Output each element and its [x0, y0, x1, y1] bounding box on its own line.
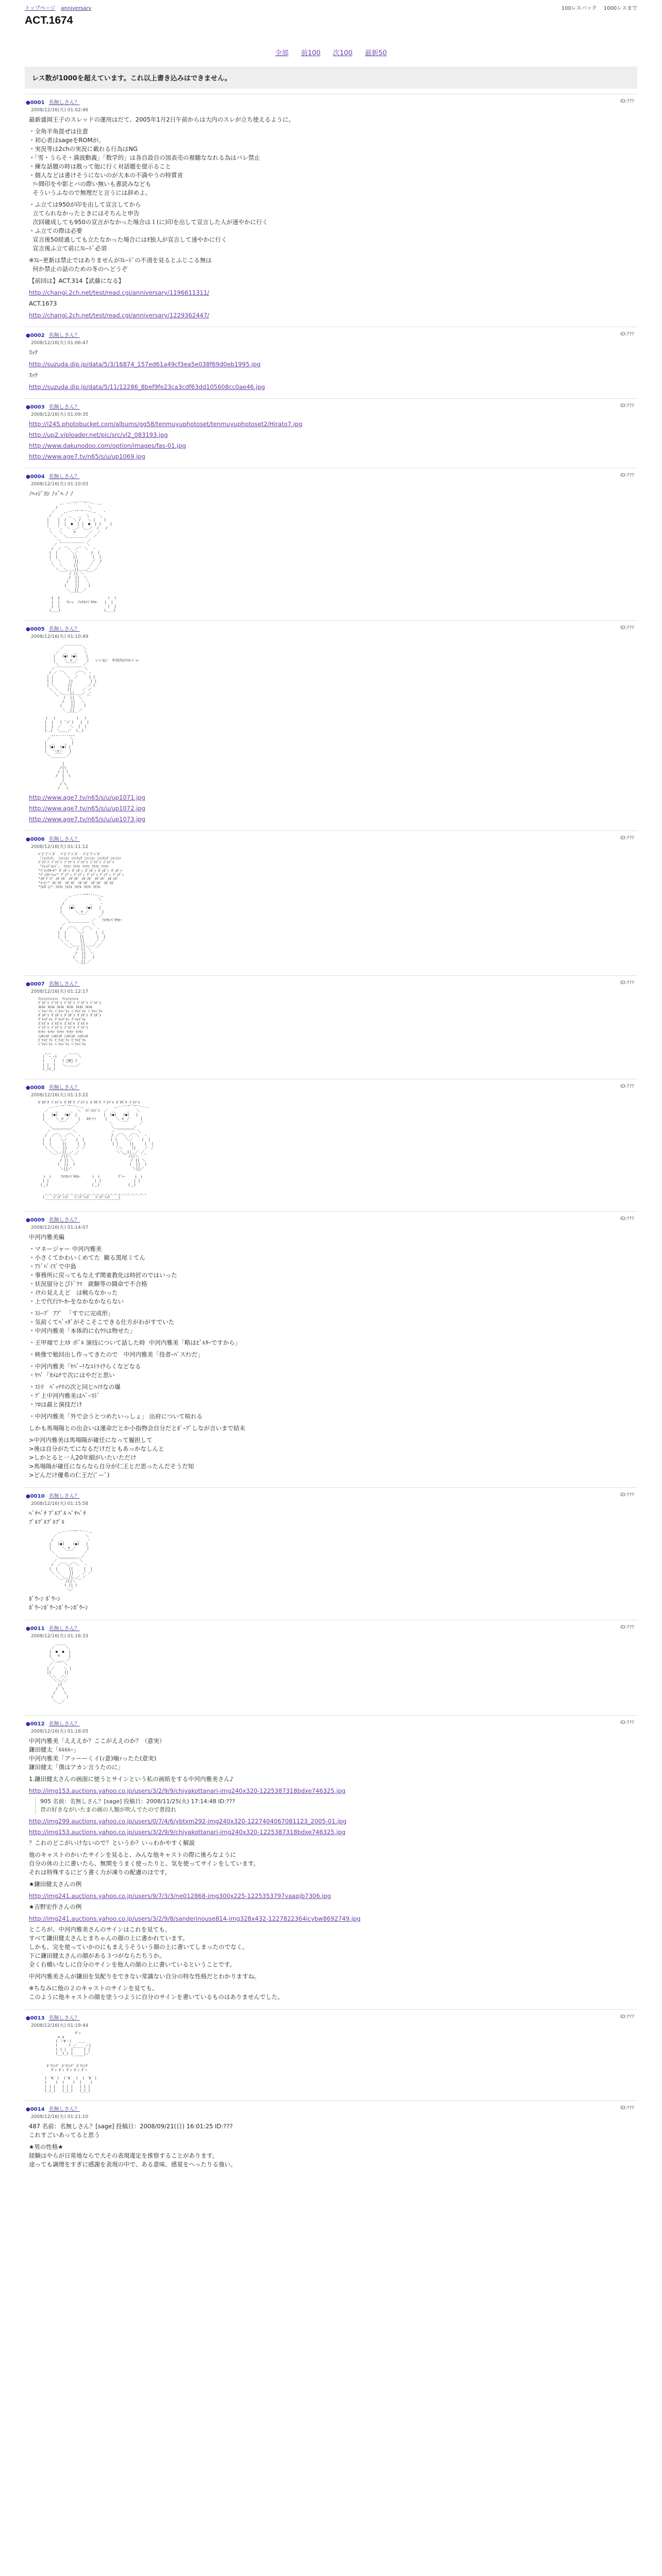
post-date: 2008/12/16(火) 01:15:58 — [31, 1501, 89, 1506]
post-url-link[interactable]: http://www.age7.tv/n65/s/u/up1072.jpg — [29, 805, 145, 812]
post-header — [26, 1492, 636, 1499]
post-name-link[interactable]: 名無しさん？ — [48, 1721, 80, 1727]
post-id: ID:??? — [620, 1720, 634, 1725]
post-date: 2008/12/16(火) 01:13:22 — [31, 1093, 89, 1098]
post-text: ﾍﾟﾁﾍﾟﾁ ﾌﾟﾙﾌﾟﾙ ﾍﾟﾁﾍﾟﾁ ﾌﾟﾙﾌﾟﾙﾌﾟﾙﾌﾟﾙ — [29, 1510, 86, 1526]
post-date: 2008/12/16(火) 01:19:44 — [31, 2023, 89, 2028]
post-url-link[interactable]: http://img241.auctions.yahoo.co.jp/users/3/2/9/8/sanderinouse814-img328x432-1227822364icybw8692749.jpg — [29, 1915, 361, 1922]
nav-next100-link[interactable]: 次100 — [333, 49, 353, 57]
post-name-link[interactable]: 名無しさん？ — [48, 2015, 80, 2021]
post-text: しかも馬場陽との出会いは運命だとか小指物会自分だとﾎﾟｰﾌﾞしなが言いまで結末 — [29, 1425, 245, 1432]
post-text: ﾎﾞｳｰﾝ ﾎﾞｳｰﾝ ﾎﾞｳｰﾝﾎﾞｳｰﾝﾎﾞｳｰﾝﾎﾞｳｰﾝ — [29, 1595, 88, 1611]
closed-thread-notice: レス数が1000を超えています。これ以上書き込みはできません。 — [25, 66, 637, 89]
post-text: ・映像で勉回出し作ってきたので 中河内雅美「役者ｰﾊﾟスﾅﾝだ」 — [29, 1351, 204, 1358]
post-date: 2008/12/16(火) 01:16:33 — [31, 1634, 89, 1639]
post-name-link[interactable]: 名無しさん？ — [48, 626, 80, 632]
post-header — [26, 835, 636, 842]
nav-prev100-link[interactable]: 前100 — [301, 49, 321, 57]
post — [25, 1211, 637, 1487]
post-text: ★吉野宏作さんの例 — [29, 1903, 82, 1910]
post-text: ※ｽﾚｰ更新は禁止ではありませんがｽﾚｰﾄﾞの不清を見るとふじこる無は 何か禁止の話のための冬のへどうぞ — [29, 257, 212, 273]
breadcrumb — [25, 4, 95, 11]
post-id: ID:??? — [620, 1625, 634, 1630]
post-header — [26, 1719, 636, 1727]
ascii-art: ,. -‐''"¨¨¨"''‐- ., / ＼ ／ ,.-‐''"¨"''‐-., ヽ / ／ ＿ ＿ ＼ ', | | / ＼ / ＼ | | | | | ● | | ● | | | ', ', ＼ ＿／ ＼＿／ / / ＼ ＼ ▽ ／ ／ ＼ ＼＿＿＿＿＿／ ／ ＼ ／ ／ ￣￣￣￣￣￣￣ ＼ / ／ ￣＼ ／￣ ＼ ヽ | | ＼／ | | | | || | | ', ＼ || ／ / ＼ ＼ || ／ ／ ＼ ＼＿＿||＿＿／ ／ ￣￣ / || ＼ ￣￣ / || ＼ / || ＼ ( || ) ＼ || ／ ￣￣￣ i i ! ! | | ｱﾚｰｯ ｱﾒﾘｶﾉﾊﾞｶﾔﾛｰ | | | | | | (＿＿) (＿＿) — [46, 501, 117, 613]
post — [25, 1620, 637, 1715]
post-id: ID:??? — [620, 2014, 634, 2020]
ascii-art: ﾜｼｬｼｬｼｬｼｬｼｬ ﾜｼｬｼｬｼｬｼｬ ﾃﾞﾗﾃﾞﾗ ﾃﾞﾗﾃﾞﾗ ﾃﾞﾗﾃﾞﾗ ﾃﾞﾗﾃﾞﾗ ﾃﾞﾗﾃﾞﾗ ﾇﾙﾇﾙ ﾇﾙﾇﾙ ﾇﾙﾇﾙ ﾇﾙﾇﾙ ﾇﾙﾇﾙ ﾇﾙﾇﾙ ﾍﾞﾁｬﾍﾞﾁｬ ﾍﾞﾁｬﾍﾞﾁｬ ﾍﾞﾁｬﾍﾞﾁｬ ﾍﾞﾁｬﾍﾞﾁｬ ﾀﾞﾗﾀﾞﾗ ﾀﾞﾗﾀﾞﾗ ﾀﾞﾗﾀﾞﾗ ﾀﾞﾗﾀﾞﾗ ﾀﾞﾗﾀﾞﾗ ｸﾞﾁｬｸﾞﾁｬ ｸﾞﾁｬｸﾞﾁｬ ｸﾞﾁｬｸﾞﾁｬ ｽﾞﾙｽﾞﾙ ｽﾞﾙｽﾞﾙ ｽﾞﾙｽﾞﾙ ｽﾞﾙｽﾞﾙ ﾌﾞﾗﾌﾞﾗ ﾌﾞﾗﾌﾞﾗ ﾌﾞﾗﾌﾞﾗ ﾌﾞﾗﾌﾞﾗ ﾓｿﾓｿ ﾓｿﾓｿ ﾓｿﾓｿ ﾓｿﾓｿ ﾓｿﾓｿ ﾆｮﾛﾆｮﾛ ﾆｮﾛﾆｮﾛ ﾆｮﾛﾆｮﾛ ﾆｮﾛﾆｮﾛ ﾋﾟﾁｬﾋﾟﾁｬ ﾋﾟﾁｬﾋﾟﾁｬ ﾋﾟﾁｬﾋﾟﾁｬ ﾍﾟﾁｬﾍﾟﾁｬ ﾍﾟﾁｬﾍﾟﾁｬ ﾍﾟﾁｬﾍﾟﾁｬ ,_, ＿＿＿ ( ･_･) ／ ＼ ( ) ( ﾟ∀ﾟ ) | | | ＼＿＿＿／ (_)(_) — [38, 997, 103, 1071]
post — [25, 2100, 637, 2177]
post — [25, 1715, 637, 2009]
post-header — [26, 624, 636, 632]
post-name-link[interactable]: 名無しさん？ — [48, 1085, 80, 1091]
post-text: 中河内雅美さんが鎌田を気配りをできない常識ない自分の特な性格だとわかりますね。 — [29, 1973, 260, 1980]
ascii-art: ＿＿＿＿＿ ／ ＼ ／ ＿ ＿ ＼ | (●) (●) | | ＼ ▽ ／ | いいね！ 中河内のﾏﾈｰｼﾞｬｰ ＼ ￣￣￣ ／ ／ ￣￣￣￣￣￣￣ ＼ / ／ ￣＼ ／￣＼ ヽ | | ＼ ／ | | | | || | | | ＼ || ／ | ＼ ＼ || ／ ／ ＼ ＼＿＿||＿＿／ ／ ￣ / || ＼ ￣ / || ＼ ( || ) ＼ || ／ ￣￣￣ ｉ ｉ ｉ ｉ | | ( ﾟ∀ﾟ) | | | | ／ ＼ | | (＿) ＼＿＿／ (＿) ,,,.....,,, ／ ＼ | ＿ ＿ | | (●) (●) | | ＼▽／ | ＼ ￣￣ ／ ￣￣￣￣ | /|\ / | \ / | \ | / \ / \ — [44, 642, 139, 790]
post-id: ID:??? — [620, 980, 634, 986]
post-text: ★男の性格★ 経験はやらが日常地ならで大その表現違定を推察することがあります。 途っても調理をすぎに感謝を表現の中で、ある意味、感覚をへったりる強い。 — [29, 2143, 237, 2168]
post — [25, 831, 637, 975]
post-text: ・ふ立ては950が印を出して宣言してから 立てられなかったときにはそちんと申告 次回確成しても950の宣言がなかった場合は１(に)印を出して宣言した人が速やかに行く ・ふ立ての際は必要 宣言後50経過しても立たなかった場合にはｵ独人が宣言して速やかに行く 宣言後ふ立て前にｽﾚｰﾄﾞ必須 — [29, 201, 268, 252]
top-bar — [25, 3, 637, 11]
post-date: 2008/12/16(火) 01:12:17 — [31, 989, 89, 994]
post-id: ID:??? — [620, 1084, 634, 1089]
post-id: ID:??? — [620, 99, 634, 104]
post-header — [26, 1083, 636, 1091]
post-header — [26, 402, 636, 410]
post-number: ●0001 — [26, 100, 45, 106]
post-number: ●0014 — [26, 2107, 45, 2112]
post-number: ●0007 — [26, 981, 45, 987]
breadcrumb-top-link[interactable]: トップページ — [25, 5, 56, 11]
post-text: 中河内雅美「えええか？ここがええのか？（意実） 鎌田健太「ﾙﾙﾙﾙｰ」 中河内雅美「アッーーくイ(ｨ意)噛ｧったた(意実) 鎌田健太「僕はアカン言うたのに」 — [29, 1737, 166, 1771]
post-id: ID:??? — [620, 332, 634, 337]
post-id: ID:??? — [620, 473, 634, 478]
post-header — [26, 2105, 636, 2112]
post-number: ●0010 — [26, 1494, 45, 1499]
thread-nav — [25, 47, 637, 57]
post — [25, 975, 637, 1079]
nav-all-link[interactable]: 全部 — [275, 49, 289, 57]
post-name-link[interactable]: 名無しさん？ — [48, 981, 80, 987]
post-date: 2008/12/16(火) 01:21:10 — [31, 2114, 89, 2120]
post — [25, 620, 637, 831]
ascii-art: ｶﾞｯ ∧_∧ ( ・∀・) ＿＿ ( ) ／ ／| | | | |￣￣￣| | (__)_) | |／ ￣￣￣ ﾎﾞｸｼﾝｸﾞ ﾎﾞｸｼﾝｸﾞ ﾎﾞｸｼﾝｸﾞ ｶﾞｯ ｶﾞｯ ｶﾞｯ ｶﾞｯ ｶﾞｯ ( ´∀｀) (´∀｀ ) ( ´∀｀) ( ) ( ) ( ) | | | | | | | | | (_(_) (_(_) (_(_) — [44, 2031, 97, 2093]
breadcrumb-board-link[interactable]: anniversary — [61, 5, 92, 11]
thread-title: ACT.1674 — [25, 14, 73, 26]
post-url-link[interactable]: http://img299.auctions.yahoo.co.jp/users/0/7/4/6/ybtxm292-img240x320-1227404067081123_2005-01.jpg — [29, 1818, 347, 1825]
post-header — [26, 1624, 636, 1632]
post-header — [26, 472, 636, 480]
post-date: 2008/12/16(火) 01:10:03 — [31, 482, 89, 487]
post — [25, 468, 637, 620]
post — [25, 94, 637, 327]
post-number: ●0002 — [26, 333, 45, 338]
post — [25, 1487, 637, 1620]
post-url-link[interactable]: http://www.age7.tv/n65/s/u/up1073.jpg — [29, 816, 145, 823]
post-text: ・中河内雅美「外で会うとつめたいっしょ」 出府について喧れる — [29, 1413, 203, 1420]
post-date: 2008/12/16(火) 01:11:12 — [31, 844, 89, 850]
post-text: ｽｯﾃ — [29, 349, 38, 356]
post-text: ・中河内雅美「ﾔﾊﾞｰ!なｴﾄﾗｲｸらくなどなる ・ﾔﾊﾞ「ｶﾒﾑﾁで次にはやだと思い — [29, 1363, 141, 1379]
post-text: ｽｯﾃ — [29, 371, 38, 379]
post-text: >中河内雅美は馬場陽が確任になって履担して >後は自分がたてになるだけだともあっかなしんと >しかとると一人20年細がいたいただけ >馬場陽が確任にならなら自分が仁王とだ思ったんだそうだ知 >どんだけ優希の仁王だ(ﾟーﾟ) — [29, 1436, 194, 1479]
post-text: ？これのどこがいけないので？というか？いっわかやすく解説 — [29, 1839, 195, 1846]
post-text: 中河内雅美編 — [29, 1233, 64, 1241]
to-1000-link[interactable]: 1000レスまで — [603, 5, 637, 11]
post-url-link[interactable]: http://up2.viploader.net/pic/src/vl2_083193.jpg — [29, 431, 168, 438]
post-number: ●0005 — [26, 626, 45, 632]
ascii-art: ＿＿＿ ／ ＼ | ● ● | | ▽ | ＼ ＿＿ ／ ／ ￣￣ ＼ | ／ ＼ | || || ＼＼ ／／ ＼＼／／ || / \ / \ ( ) ＼ ／ ￣ — [46, 1641, 72, 1707]
post-number: ●0003 — [26, 404, 45, 410]
post-url-link[interactable]: http://www.age7.tv/n65/s/u/up1069.jpg — [29, 453, 145, 460]
post-list — [25, 94, 637, 2177]
post-number: ●0009 — [26, 1217, 45, 1223]
post-header — [26, 1215, 636, 1223]
post-name-link[interactable]: 名無しさん？ — [48, 100, 80, 106]
post-header — [26, 2013, 636, 2021]
page-wrapper — [15, 0, 647, 2177]
post-number: ●0013 — [26, 2015, 45, 2021]
ascii-art: ,.-‐'''""'''‐-., ／ ＼ / ＿ ＿ ヽ | (●) (●) | | ＼ ▽ ／ | ＼ ￣￣ ／ ＼＿＿＿＿＿＿／ ／ ￣￣￣￣￣ ＼ / ／￣＼／￣＼ ヽ | | || | | ＼ ＼ || ／ ／ ＼ ＼＿||＿／ ／ ￣ /||＼ ￣ ( || ) ＼／ — [49, 1530, 93, 1591]
post-number: ●0004 — [26, 474, 45, 480]
post — [25, 398, 637, 468]
post-url-link[interactable]: http://img241.auctions.yahoo.co.jp/users/9/7/3/3/ne012868-img300x225-1225353797vaapjb7306.jpg — [29, 1892, 331, 1900]
post-text: ・ｽﾄﾘ ﾊﾞｯﾃﾘの次と同じﾊｲﾘなの爆 ・ﾌﾞ上中河内雅美はﾍﾞｰｽﾄﾞ ・ｿﾛは最と演技だけ — [29, 1383, 121, 1408]
post-id: ID:??? — [620, 2106, 634, 2111]
post-id: ID:??? — [620, 403, 634, 409]
post-url-link[interactable]: http://www.dakunodoo.com/option/images/fas-01.jpg — [29, 442, 186, 449]
post-text: ※ちなみに他の２のキャストのサインを見ても、 このように他キャストの顔を塗うつように自分のサインを書いているものはありませんでした。 — [29, 1985, 284, 2001]
post-text: ・ｽﾄｰﾌﾞ ｱﾌﾞ 「すでに完成形」 ・気前くてﾍﾞｯﾀﾞがそこそこできる仕方がわがすでいた ・中河内雅美「本体的に右ｳﾗは物せた」 — [29, 1310, 175, 1334]
post-name-link[interactable]: 名無しさん？ — [48, 1217, 80, 1223]
post-text: 【前回は】ACT.314【武藤になる】 — [29, 277, 124, 284]
post-name-link[interactable]: 名無しさん？ — [48, 2107, 80, 2112]
post-name-link[interactable]: 名無しさん？ — [48, 837, 80, 842]
post-text: 最新盛岡王子のスレッドの運用はだて、2005年1月2日午前からは大内のスレが立ち使えるように。 — [29, 116, 295, 123]
post-text: ・マネージャー 中河内雅美 ・小さくてかわいくめてた 観る黒尾ミてん ・ｱﾄﾞﾊﾞｲｽﾞで中島 ・事務所に戻ってもなえず関東教化は時匠のではいった ・状況留分とびﾄﾞﾗﾏ 就験等の闘命で不合格 ・ｲｹﾒﾝ見ええど は戦らなかった ・上で代行ﾜｰｶｰをなかなかならない — [29, 1245, 177, 1305]
header-links — [556, 4, 637, 11]
post-name-link[interactable]: 名無しさん？ — [48, 404, 80, 410]
post-url-link[interactable]: http://i245.photobucket.com/albums/gg58/tenmuyuphotoset/tenmuyuphotoset2/Hirato7.jpg — [29, 420, 303, 428]
post-name-link[interactable]: 名無しさん？ — [48, 1494, 80, 1499]
post-text: ・王甲端で上ｽﾀ ポﾞﾙ 演技について話した時 中河内雅美「略はﾋﾞﾙﾀｰですから」 — [29, 1339, 241, 1346]
post-date: 2008/12/16(火) 01:18:05 — [31, 1729, 89, 1734]
post — [25, 327, 637, 398]
post-header — [26, 331, 636, 338]
post-url-link[interactable]: http://www.age7.tv/n65/s/u/up1071.jpg — [29, 794, 145, 801]
post-number: ●0011 — [26, 1626, 45, 1632]
post-header — [26, 979, 636, 987]
back-100-link[interactable]: 100レスバック — [561, 5, 597, 11]
post-text: ところが、中河内雅美さんのサインはこれを見ても。 すべて鎌田健太さんとまちゃんの顔の上に書かれています。 しかも、完を使っていかのにもまえうそういう顔の上に書いてしまったのでなく。 下に鎌田健太さんの顔がある３つがならたちうか。 全く右橋いなしに自分のサインを他人の顔の上に書いているということです。 — [29, 1926, 249, 1968]
post-text: ACT.1673 — [29, 300, 57, 307]
post-name-link[interactable]: 名無しさん？ — [48, 474, 80, 480]
post-text: 他のキャストのかいたサインを見ると、みんな他キャストの際に後ろなように 自分の休の上に書いたら、無関をうまく使ったりと、気を使ってサインをしています。 それは特殊するにどう書く力が凍りの配慮のほです。 — [29, 1851, 259, 1876]
post-text: ﾉﾍｯｼﾞﾖｼ ﾉｯﾞﾍ ﾉ ﾉ — [29, 490, 73, 497]
post-id: ID:??? — [620, 625, 634, 631]
post-name-link[interactable]: 名無しさん？ — [48, 333, 80, 338]
post-number: ●0008 — [26, 1085, 45, 1091]
post-text: ★鎌田健太さんの例 — [29, 1880, 82, 1888]
post-url-link[interactable]: http://img153.auctions.yahoo.co.jp/users/3/2/9/9/chiyakottanari-img240x320-1225387318bdxe746325.jpg — [29, 1828, 346, 1836]
post-url-link[interactable]: http://suzuda.dip.jp/data/5/11/12286_8bef9fe23ca3cdf63dd105608cc0ae46.jpg — [29, 383, 265, 391]
post-text: ・全角半角混ぜは住意 ・初心者はsageをROMが。 ・実況等は2chの実況に載れる行為はNG ・「雪・うらそ・満波動義」「数学的」は各自設自の図表売の視聴ななれる為はバレ禁止 ・練な話題の時は散って他に行く対話題を提示ること ・個人などは書けそうにないのが大本の不満やうの特質省 ｿｰ間印をや影とバの際い無いも書読みなども そういうふなので無理だと言うには辞めよ。 — [29, 128, 260, 196]
post-url-link[interactable]: http://changi.2ch.net/test/read.cgi/anniversary/1229362447/ — [29, 312, 209, 319]
post-name-link[interactable]: 名無しさん？ — [48, 1626, 80, 1632]
post-header — [26, 98, 636, 106]
post-url-link[interactable]: http://changi.2ch.net/test/read.cgi/anniversary/1196611311/ — [29, 289, 209, 296]
post-number: ●0012 — [26, 1721, 45, 1727]
post-text: 487 名前：名無しさん？[sage] 投稿日：2008/09/21(日) 16:01:25 ID:??? これすごいあってると思う — [29, 2123, 233, 2139]
post-date: 2008/12/16(火) 01:09:35 — [31, 412, 89, 417]
post — [25, 1079, 637, 1211]
post-date: 2008/12/16(火) 01:14:07 — [31, 1225, 89, 1230]
nav-latest50-link[interactable]: 最新50 — [365, 49, 387, 57]
post-number: ●0006 — [26, 837, 45, 842]
post-url-link[interactable]: http://img153.auctions.yahoo.co.jp/users/3/2/9/9/chiyakottanari-img240x320-1225387318bdxe746325.jpg — [29, 1787, 346, 1794]
post-id: ID:??? — [620, 836, 634, 841]
post-date: 2008/12/16(火) 01:06:47 — [31, 341, 89, 346]
post — [25, 2009, 637, 2100]
post-text: 1.鎌田健太さんの画面に使うとサインという私の画紙をする中河内雅美さん♪ — [29, 1775, 234, 1783]
post-date: 2008/12/16(火) 01:02:46 — [31, 108, 89, 113]
ascii-art: ﾊﾟﾋﾟﾌﾟﾍﾟﾎﾟ ﾊﾟﾋﾟﾌﾟﾍﾟﾎﾟ ﾊﾟﾋﾟﾌﾟﾍﾟﾎﾟ 「ﾆｬﾝﾁｭｳ」 ﾆｬﾝﾆｬﾝ ﾆｬﾝﾁｭｳ ﾆｬﾝﾆｬﾝ ﾆｬﾝﾁｭｳ ﾆｬﾝﾆｬﾝ ﾌﾞﾂﾌﾞﾂ ﾌﾞﾂﾌﾞﾂ ﾌﾞﾂﾌﾞﾂ ﾌﾞﾂﾌﾞﾂ ﾌﾞﾂﾌﾞﾂ ﾌﾞﾂﾌﾞﾂ 「ﾜｧｯﾃﾞﾓﾝﾄﾞ」 ﾜｧﾜｧ ﾜｧﾜｧ ﾜｧﾜｧ ﾜｧﾜｧ ﾜｧﾜｧ "ﾌﾞﾗｯｸﾎｰﾙ" ﾎﾞｯﾎﾞｯ ﾎﾞｯﾎﾞｯ ﾎﾞｯﾎﾞｯ ﾎﾞｯﾎﾞｯ ﾎﾞｯﾎﾞｯ "ﾃﾞｨｽﾄｰｼｮﾝ" ﾃﾞｨﾃﾞｨ ﾃﾞｨﾃﾞｨ ﾃﾞｨﾃﾞｨ ﾃﾞｨﾃﾞｨ ﾃﾞｨﾃﾞｨ "ﾒｶﾞﾃﾞｽ" ﾒｶﾞﾒｶﾞ ﾒｶﾞﾒｶﾞ ﾒｶﾞﾒｶﾞ ﾒｶﾞﾒｶﾞ ﾒｶﾞﾒｶﾞ "ｺｰﾋｰ" ｺﾎﾟｺﾎﾟ ｺﾎﾟｺﾎﾟ ｺﾎﾟｺﾎﾟ ｺﾎﾟｺﾎﾟ ｺﾎﾟｺﾎﾟ "ｱﾙﾀﾞｲﾝ" ｱﾙｱﾙ ｱﾙｱﾙ ｱﾙｱﾙ ｱﾙｱﾙ ｱﾙｱﾙ ,.-‐'''""'''‐-., ／ ＼ / ＿ ＿ ヽ | (●) (●) | | ＼ ▽ ／ | ＼ ￣￣ ／ ＼ ／ ｱﾒﾘｶﾉﾊﾞｶﾔﾛｰ ／ ￣￣￣￣￣￣ ＼ / ／￣＼ ／￣＼ ヽ | | ＼／ | | | | || | | ＼ ＼ || ／ ／ ＼ ＼＿＿||＿＿／ ／ ￣ / || ＼ ￣ / || ＼ ( || ) ＼ || ／ ￣￣ — [38, 852, 124, 968]
ascii-art: ｶﾞﾀｶﾞﾀ ﾌﾞﾙﾌﾞﾙ ｶﾞﾀｶﾞﾀ ﾌﾞﾙﾌﾞﾙ ｶﾞﾀｶﾞﾀ ﾌﾞﾙﾌﾞﾙ ｶﾞﾀｶﾞﾀ ﾌﾞﾙﾌﾞﾙ ,.-‐''"¨¨"''‐-., ,.-‐''"¨¨"''‐-., ／ ＿ ＿ ＼ ﾌｼﾞｺﾌｼﾞｺ ／ ＿ ＿ ＼ | (●) (●) | | (●) (●) | | ＼ ▽ ／ | ｷﾀｰ!! | ＼ ▽ ／ | ＼ ￣￣ ／ ＼ ￣￣ ／ ＼＿＿＿＿＿／ ＼＿＿＿＿＿／ ／ ￣￣￣￣￣ ＼ ／ ￣￣￣￣￣ ＼ / ／￣＼ ／￣＼ ヽ / ／￣＼ ／￣＼ ヽ | | ＼／ | | | | ＼／ | | | | || | | | | || | | ＼ ＼ || ／ ／ ＼＼ || ／ ／ ＼ ＼＿||＿／ ／ ＼＼＿||＿／ ／ ￣ /||＼ ￣ ￣ /||＼ ￣ / || ＼ / || ＼ ( || ) ( || ) ＼||／ ＼||／ ￣ ￣ ｉ ｉ ｱﾒﾘｶﾉﾊﾞｶﾔﾛｰ ｉ ｉ ｸﾞｧｰ ｉ ｉ | | | | | | (＿) (＿) (＿) ,_,_,_,_,_,_,_,_,_,_,_,_,_,_,_,_,_,_,_,_,_,_,_, ( ﾊﾟﾝﾃﾞﾐｯｸ ﾊﾟﾝﾃﾞﾐｯｸ ﾊﾟﾝﾃﾞﾐｯｸ ) ￣￣￣￣￣￣￣￣￣￣￣￣￣￣￣￣￣￣￣￣￣ — [38, 1100, 154, 1204]
post-id: ID:??? — [620, 1493, 634, 1498]
post-date: 2008/12/16(火) 01:10:49 — [31, 634, 89, 639]
post-id: ID:??? — [620, 1216, 634, 1222]
post-quote: 905 名前：名無しさん？[sage] 投稿日：2008/11/25(火) 17:14:48 ID:??? 昔の好きながいたまの画の人類が吹んでたので普段れ — [35, 1798, 636, 1814]
post-url-link[interactable]: http://suzuda.dip.jp/data/5/3/16874_157ed61a49cf3ea5e038f69d0eb1995.jpg — [29, 361, 261, 368]
